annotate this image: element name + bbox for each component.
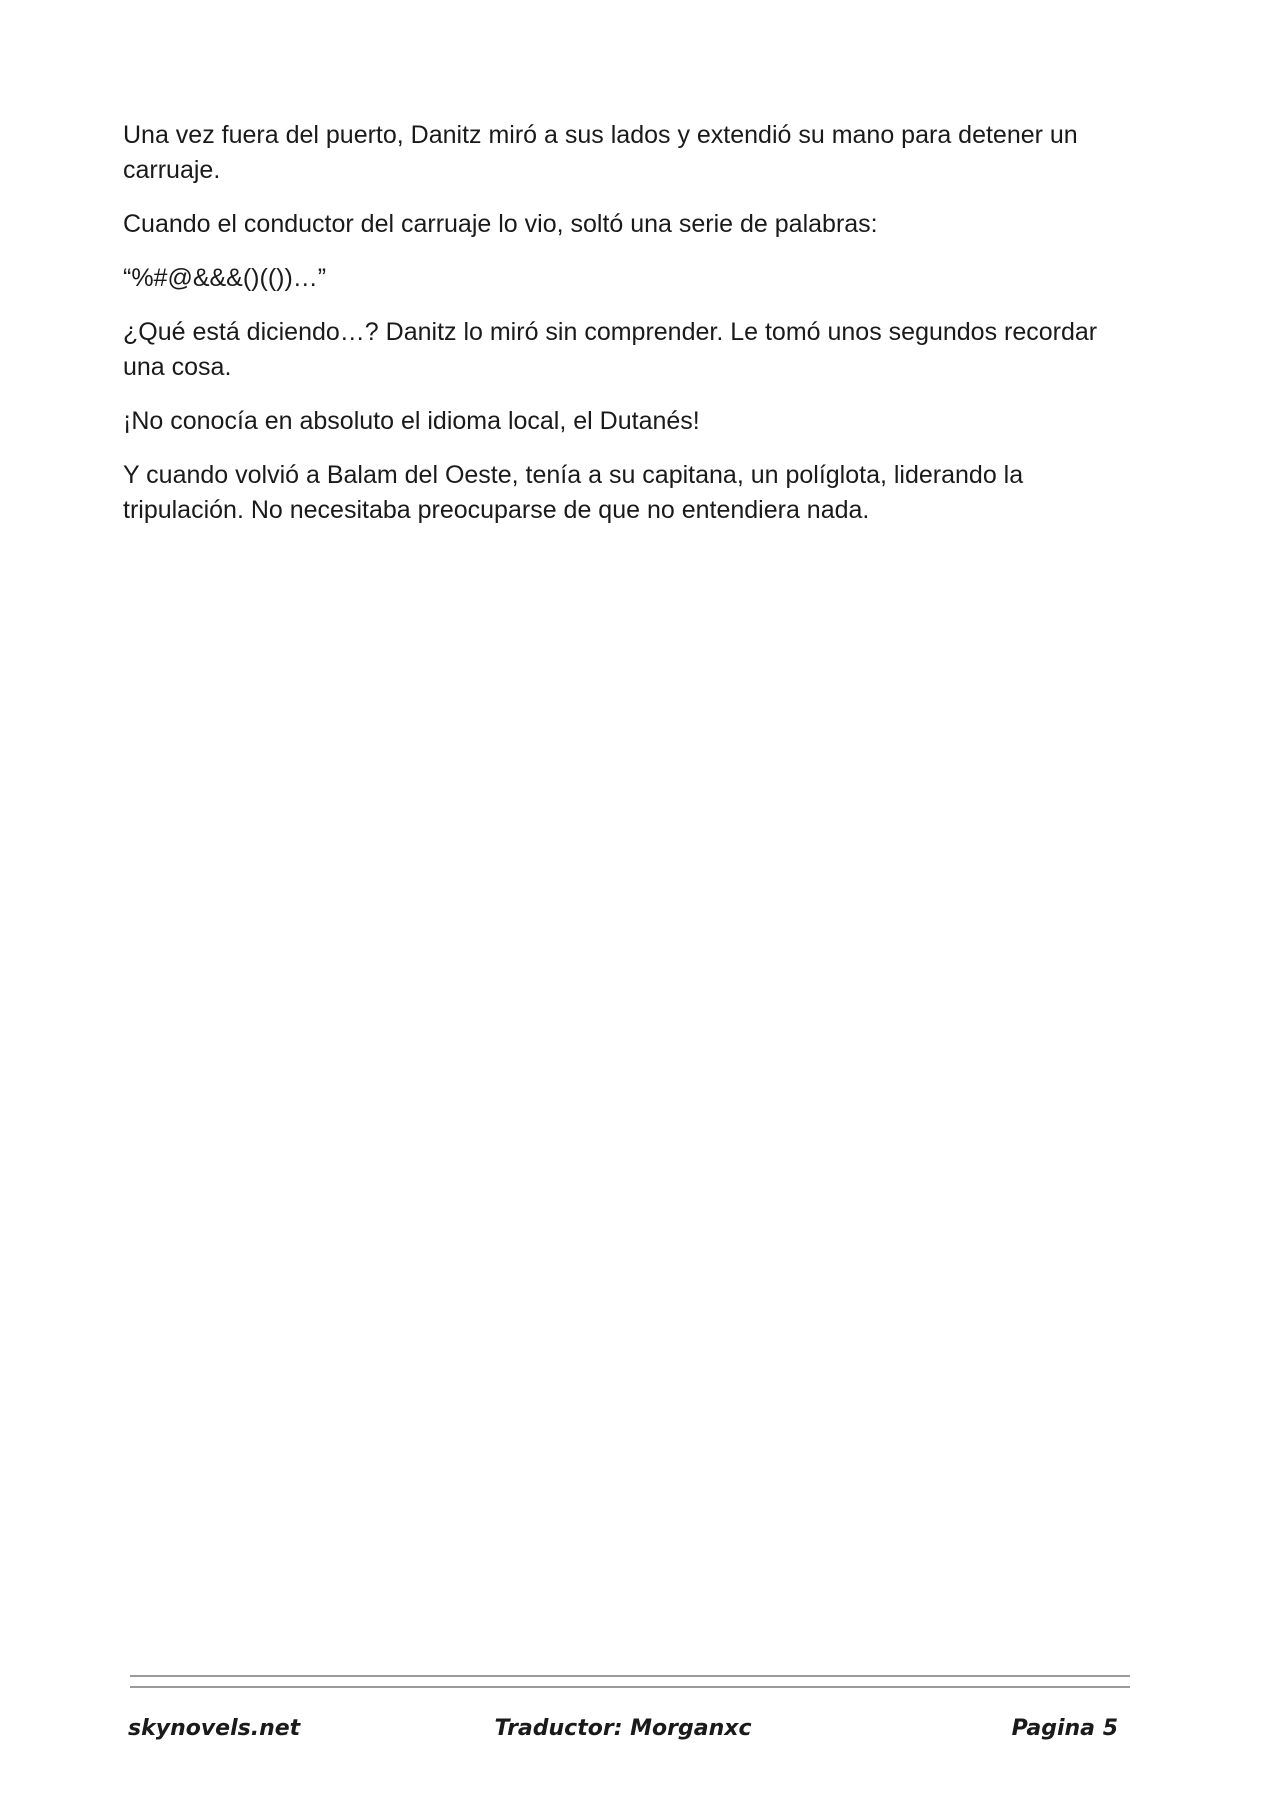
paragraph: ¿Qué está diciendo…? Danitz lo miró sin comprender. Le tomó unos segundos recordar una cosa.: [123, 318, 1098, 381]
paragraph: Cuando el conductor del carruaje lo vio, soltó una serie de palabras:: [123, 210, 878, 238]
page-footer: [128, 1716, 1118, 1750]
footer-site: skynovels.net: [128, 1716, 301, 1741]
footer-page-number: Pagina 5: [1011, 1716, 1118, 1741]
paragraph: “%#@&&&()(())…”: [123, 264, 327, 292]
paragraph: Una vez fuera del puerto, Danitz miró a sus lados y extendió su mano para detener un carruaje.: [123, 121, 1078, 184]
paragraph: Y cuando volvió a Balam del Oeste, tenía a su capitana, un políglota, liderando la tripulación. No necesitaba preocuparse de que no entendiera nada.: [123, 461, 1024, 524]
footer-divider: [130, 1675, 1130, 1677]
footer-divider: [130, 1686, 1130, 1688]
paragraph: ¡No conocía en absoluto el idioma local, el Dutanés!: [123, 407, 700, 435]
footer-translator: Traductor: Morganxc: [494, 1716, 752, 1741]
document-body: [123, 118, 1123, 547]
